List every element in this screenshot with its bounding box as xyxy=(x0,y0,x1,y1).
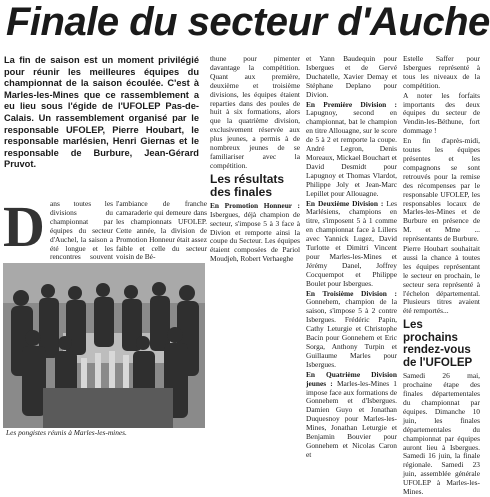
results-heading: Les résultats des finales xyxy=(210,171,285,199)
column-4: et Yann Baudequin pour Isbergues et de Gervé Duchatelle, Xavier Demay et Stéphane Deplano pour Divion. En Première Division : Lapugnoy, second en championnat, bat le champion en titre Allouagne, sur le score de 5 à 2 et remporte la coupe. André Legron, Denis Moreaux, Mickael Bouchart et David Desmidt pour Lapugnoy et Thomas Vlardot, Philippe Joly et Jean-Marc Lepillet pour Allouagne. En Deuxième Division : Les Marlésiens, champions en titre, s'imposent 5 à 1 comme en championnat face à Lillers avec Yannick Lugez, David Turlotte et Dimitri Vincent pour Marles-les-Mines et Jérémy Danel, Joffrey Cocquempot et Philippe Boulet pour Isbergues. En Troisième Division : Gonnehem, champion de la saison, s'impose 5 à 2 contre Isbergues. Frédéric Papin, Cathy Leturgie et Christophe Bacin pour Gonnehem et Eric Sorga, Anthony Turpin et Guillaume Marles pour Isbergues. En Quatrième Division jeunes : Marles-les-Mines 1 impose face aux formations de Gonnehem et d'Isbergues. Damien Guyo et Jonathan Duquesnoy pour Marles-les-Mines, Jonathan Leturgie et Benjamin Bouvier pour Gonnehem et Nicolas Caron et xyxy=(306,54,397,459)
article-title: Finale du secteur d'Auche xyxy=(6,0,490,44)
column-3: thune pour pimenter davantage la compétition. Quant aux première, deuxième et troisième divisions, les équipes étaient reparties dans des poules de huit à six formations, alors que la quatrième division, exclusivement réservée aux plus jeunes, a permis à de nombreux jeunes de se familiariser avec la compétition. Les résultats des finales En Promotion Honneur : Isbergues, déjà champion de secteur, s'impose 5 à 3 face à Divion et remporte ainsi la coupe du Secteur. Les équipes étaient composées de Pariol Moudjeh, Robert Verhaeghe xyxy=(210,54,300,264)
column-2: l'ambiance de franche camaraderie qui demeure dans les championnats UFOLEP. Cette année, la division de Promotion Honneur était assez faible et celle du secteur voisin de Bé- xyxy=(116,199,207,262)
col3-intro: thune pour pimenter davantage la compétition. Quant aux première, deuxième et troisième divisions, les équipes étaient reparties dans des poules de huit à six formations, alors que la quatrième division, exclusivement réservée aux plus jeunes, a permis à de nombreux jeunes de se familiariser avec la compétition. xyxy=(210,54,300,170)
team-photo xyxy=(3,263,205,428)
next-events-heading: Les prochains rendez-vous de l'UFOLEP xyxy=(403,319,473,369)
photo-caption: Les pongistes réunis à Marles-les-mines. xyxy=(6,428,127,437)
article-lead: La fin de saison est un moment privilégié pour réunir les meilleures équipes du championnat de la saison écoulée. C'est à Marles-les-Mines que ce rassemblement a eu lieu sous l'égide de l'UFOLEP Pas-de-Calais. Un rassemblement organisé par le responsable UFOLEP, Pierre Houbart, le responsable marlésien, Henri Giernas et le responsable de Burbure, Jean-Gérard Pruvot. xyxy=(4,55,199,170)
drop-cap: D xyxy=(3,194,45,259)
photo-illustration xyxy=(3,263,205,428)
column-1: ans toutes les divisions du championnat par équipes du secteur d'Auchel, la saison a été longue et les rencontres souvent xyxy=(50,199,113,262)
column-5: Estelle Saffer pour Isbergues représenté à tous les niveaux de la compétition. A noter les forfaits importants des deux équipes du secteur de Vendin-les-Béthune, fort dommage ! En fin d'après-midi, toutes les équipes présentes et les compagnons se sont retrouvés pour la remise des récompenses par le responsable UFOLEP, les responsables locaux de Marles-les-Mines et de Burbure en présence de M. et Mme ... représentants de Burbure. Pierre Houbart souhaitait aussi la chance à toutes les équipes représentant le secteur en prochain, le secteur sera représenté à l'échelon départemental. Plusieurs titres avaient été remportés... Les prochains rendez-vous de l'UFOLEP Samedi 26 mai, prochaine étape des finales départementales du championnat par équipes. Dimanche 10 juin, les finales départementales du championnat par équipes auront lieu à Isbergues. Samedi 16 juin, la finale régionale. Samedi 23 juin, assemblée générale UFOLEP à Marles-les-Mines. xyxy=(403,54,480,497)
